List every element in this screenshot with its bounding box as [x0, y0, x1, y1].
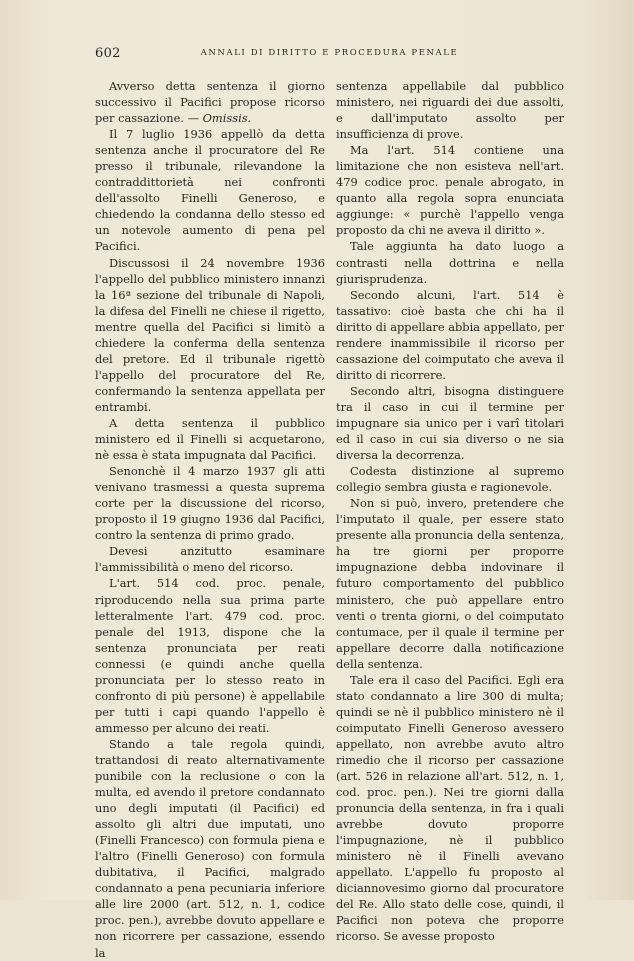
paragraph: L'art. 514 cod. proc. penale, riproducendo nella sua prima parte letteralmente l'art. 479 cod. proc. penale del 1913, dispone che la sentenza pronunciata per reati connessi (e quindi anche quella pronunciata per lo stesso reato in confronto di più persone) è appellabile per tutti i capi quando l'appello è ammesso per alcuno dei reati.	[95, 576, 325, 735]
paragraph-continued: sentenza appellabile dal pubblico ministero, nei riguardi dei due assolti, e dall'imputato assolto per insufficienza di prove.	[336, 79, 564, 142]
omissis-text: Omissis.	[202, 111, 252, 126]
paragraph: Tale era il caso del Pacifici. Egli era stato condannato a lire 300 di multa; quindi se nè il pubblico ministero nè il coimputato Finelli Generoso avessero appellato, non avrebbe avuto altro rimedio che il ricorso per cassazione (art. 526 in relazione all'art. 512, n. 1, cod. proc. pen.). Nei tre giorni dalla pronuncia della sentenza, in fra i quali avrebbe dovuto proporre l'impugnazione, nè il pubblico ministero nè il Finelli avevano appellato. L'appello fu proposto al diciannovesimo giorno dal procuratore del Re. Allo stato delle cose, quindi, il Pacifici non poteva che proporre ricorso. Se avesse proposto	[336, 672, 564, 944]
paragraph	[95, 78, 325, 126]
page-number: 602	[95, 46, 121, 61]
paragraph: Discussosi il 24 novembre 1936 l'appello del pubblico ministero innanzi la 16ª sezione del tribunale di Napoli, la difesa del Finelli ne chiese il rigetto, mentre quella del Pacifici si limitò a chiedere la conferma della sentenza del pretore. Ed il tribunale rigettò l'appello del procuratore del Re, confermando la sentenza appellata per entrambi.	[95, 255, 325, 414]
paragraph: Stando a tale regola quindi, trattandosi di reato alternativamente punibile con la reclusione o con la multa, ed avendo il pretore condannato uno degli imputati (il Pacifici) ed assolto gli altri due imputati, uno (Finelli Francesco) con formula piena e l'altro (Finelli Generoso) con formula dubitativa, il Pacifici, malgrado condannato a pena pecuniaria inferiore alle lire 2000 (art. 512, n. 1, codice proc. pen.), avrebbe dovuto appellare e non ricorrere per cassazione, essendo la	[95, 736, 325, 960]
paragraph: Secondo alcuni, l'art. 514 è tassativo: cioè basta che chi ha il diritto di appellare abbia appellato, per rendere inammissibile il ricorso per cassazione del coimputato che aveva il diritto di ricorrere.	[336, 287, 564, 382]
running-head: ANNALI DI DIRITTO E PROCEDURA PENALE	[200, 48, 459, 58]
right-column	[336, 78, 564, 945]
paragraph: Senonchè il 4 marzo 1937 gli atti venivano trasmessi a questa suprema corte per la discussione del ricorso, proposto il 19 giugno 1936 dal Pacifici, contro la sentenza di primo grado.	[95, 464, 325, 543]
paragraph: A detta sentenza il pubblico ministero ed il Finelli si acquetarono, nè essa è stata impugnata dal Pacifici.	[95, 415, 325, 463]
page-header	[95, 46, 564, 62]
paragraph: Codesta distinzione al supremo collegio sembra giusta e ragionevole.	[336, 464, 564, 495]
paragraph: Il 7 luglio 1936 appellò da detta sentenza anche il procuratore del Re presso il tribunale, rilevandone la contraddittorietà nei confronti dell'assolto Finelli Generoso, e chiedendo la condanna dello stesso ed un notevole aumento di pena pel Pacifici.	[95, 127, 325, 254]
paragraph: Non si può, invero, pretendere che l'imputato il quale, per essere stato presente alla pronuncia della sentenza, ha tre giorni per proporre impugnazione debba indovinare il futuro comportamento del pubblico ministero, che può appellare entro venti o trenta giorni, o del coimputato contumace, per il quale il termine per appellare decorre dalla notificazione della sentenza.	[336, 496, 564, 671]
paragraph-text: Avverso detta sentenza il giorno successivo il Pacifici propose ricorso per cassazione. —	[95, 79, 325, 126]
paragraph: Devesi anzitutto esaminare l'ammissibilità o meno del ricorso.	[95, 544, 325, 575]
paragraph: Tale aggiunta ha dato luogo a contrasti nella dottrina e nella giurisprudenza.	[336, 239, 564, 286]
paragraph: Secondo altri, bisogna distinguere tra il caso in cui il termine per impugnare sia unico per i varî titolari ed il caso in cui sia diverso o ne sia diversa la decorrenza.	[336, 383, 564, 463]
left-column	[95, 78, 325, 961]
paragraph: Ma l'art. 514 contiene una limitazione che non esisteva nell'art. 479 codice proc. penale abrogato, in quanto alla regola sopra enunciata aggiunge: « purchè l'appello venga proposto da chi ne aveva il diritto ».	[336, 143, 564, 238]
